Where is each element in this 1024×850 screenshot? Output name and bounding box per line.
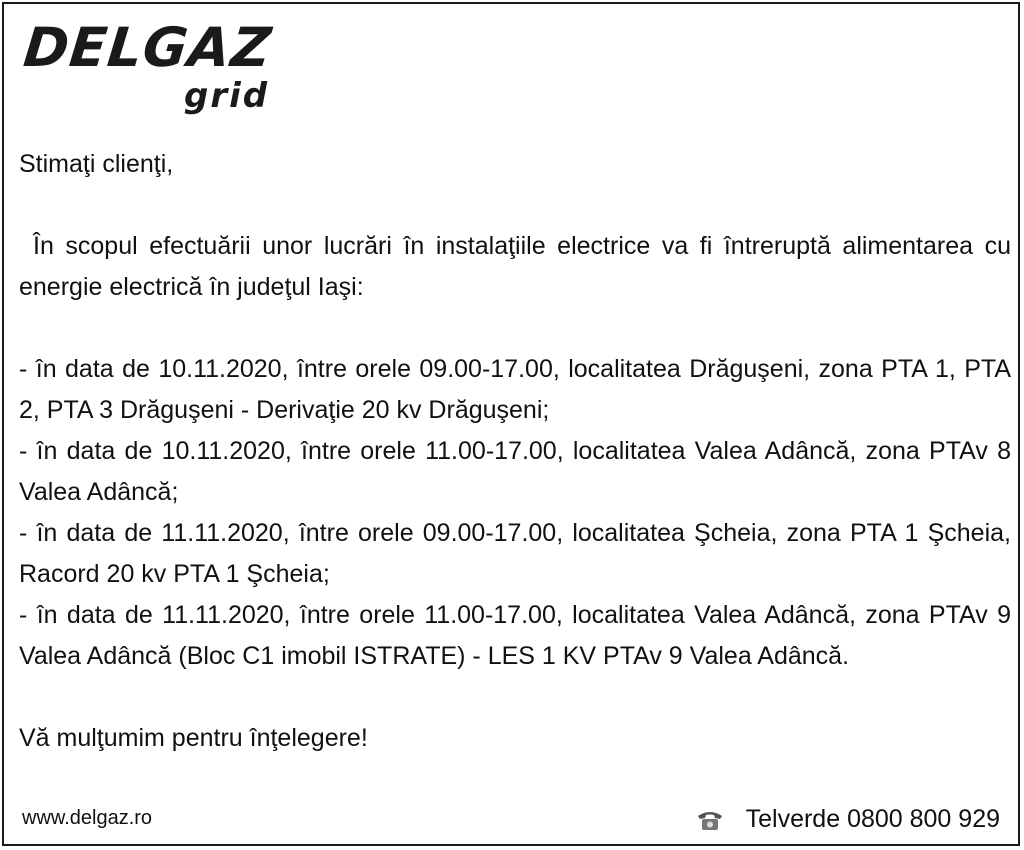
phone-contact <box>696 802 1000 836</box>
website-link[interactable]: www.delgaz.ro <box>22 807 153 829</box>
notice-body <box>19 144 1011 759</box>
notice-frame <box>2 2 1020 846</box>
greeting: Stimaţi clienţi, <box>19 150 174 178</box>
outage-item: - în data de 11.11.2020, între orele 09.00-17.00, localitatea Şcheia, zona PTA 1 Şcheia, Racord 20 kv PTA 1 Şcheia; <box>19 519 1011 588</box>
logo-sub: grid <box>184 76 270 116</box>
outage-item: - în data de 10.11.2020, între orele 11.00-17.00, localitatea Valea Adâncă, zona PTAv 8 Valea Adâncă; <box>19 437 1011 506</box>
delgaz-grid-logo <box>20 16 275 118</box>
intro-paragraph: În scopul efectuării unor lucrări în instalaţiile electrice va fi întreruptă alimentarea cu energie electrică în judeţul Iaşi: <box>19 232 1011 301</box>
thanks-line: Vă mulţumim pentru înţelegere! <box>19 724 368 752</box>
telephone-icon <box>696 807 724 831</box>
outage-item: - în data de 10.11.2020, între orele 09.00-17.00, localitatea Drăguşeni, zona PTA 1, PTA 2, PTA 3 Drăguşeni - Derivaţie 20 kv Drăguşeni; <box>19 355 1011 424</box>
phone-number[interactable]: Telverde 0800 800 929 <box>745 805 1000 833</box>
logo-brand: DELGAZ <box>20 16 275 79</box>
outage-item: - în data de 11.11.2020, între orele 11.00-17.00, localitatea Valea Adâncă, zona PTAv 9 Valea Adâncă (Bloc C1 imobil ISTRATE) - LES 1 KV PTAv 9 Valea Adâncă. <box>19 601 1011 670</box>
